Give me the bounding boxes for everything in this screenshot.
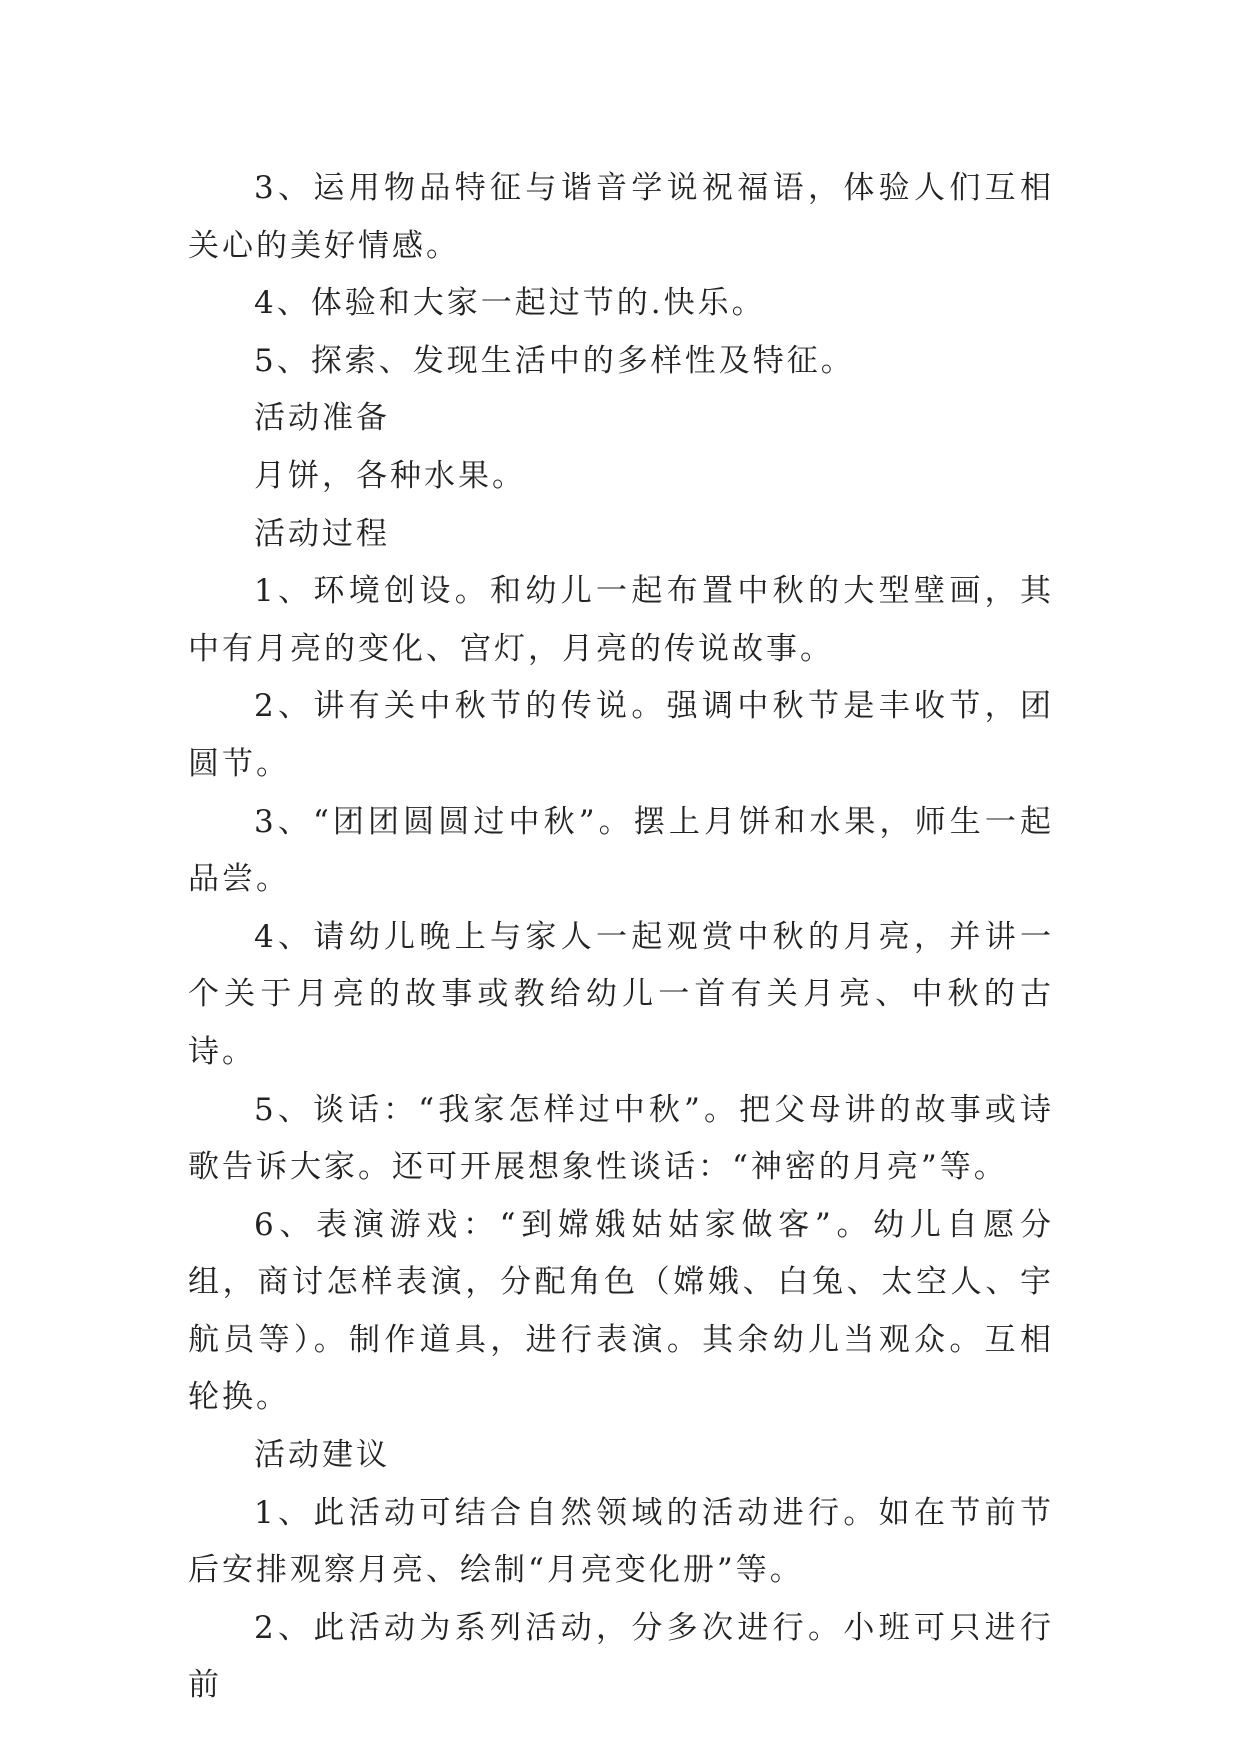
section-heading-process: 活动过程 (254, 515, 390, 552)
paragraph-goal-5: 5、探索、发现生活中的多样性及特征。 (254, 342, 855, 379)
section-heading-preparation: 活动准备 (254, 400, 390, 437)
paragraph-suggestion-2: 2、此活动为系列活动，分多次进行。小班可只进行前 (188, 1609, 1054, 1704)
paragraph-process-5: 5、谈话：“我家怎样过中秋”。把父母讲的故事或诗歌告诉大家。还可开展想象性谈话：“神密的月亮”等。 (188, 1091, 1054, 1186)
paragraph-goal-4: 4、体验和大家一起过节的.快乐。 (254, 285, 766, 322)
paragraph-suggestion-1: 1、此活动可结合自然领域的活动进行。如在节前节后安排观察月亮、绘制“月亮变化册”等。 (188, 1494, 1054, 1589)
paragraph-process-3: 3、“团团圆圆过中秋”。摆上月饼和水果，师生一起品尝。 (188, 803, 1054, 898)
paragraph-process-2: 2、讲有关中秋节的传说。强调中秋节是丰收节，团圆节。 (188, 688, 1054, 782)
paragraph-process-6: 6、表演游戏：“到嫦娥姑姑家做客”。幼儿自愿分组，商讨怎样表演，分配角色（嫦娥、白兔、太空人、宇航员等）。制作道具，进行表演。其余幼儿当观众。互相轮换。 (188, 1206, 1054, 1416)
paragraph-goal-3: 3、运用物品特征与谐音学说祝福语，体验人们互相关心的美好情感。 (188, 170, 1054, 264)
paragraph-process-1: 1、环境创设。和幼儿一起布置中秋的大型壁画，其中有月亮的变化、宫灯，月亮的传说故事。 (188, 573, 1054, 667)
paragraph-preparation: 月饼，各种水果。 (254, 457, 526, 494)
paragraph-process-4: 4、请幼儿晚上与家人一起观赏中秋的月亮，并讲一个关于月亮的故事或教给幼儿一首有关月亮、中秋的古诗。 (188, 918, 1054, 1070)
document-body (188, 160, 1054, 1715)
section-heading-suggestions: 活动建议 (254, 1437, 390, 1474)
